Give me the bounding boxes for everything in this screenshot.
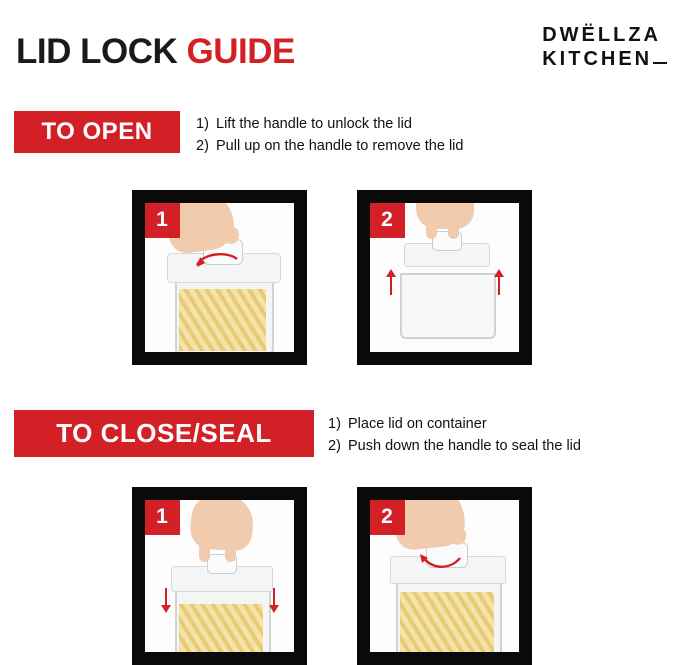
arrow-up-icon — [494, 269, 504, 277]
step-text: Place lid on container — [348, 416, 487, 432]
pasta-contents — [400, 592, 494, 658]
arrow-stem — [273, 588, 275, 606]
panel-badge: 1 — [144, 202, 180, 238]
instruction-step — [328, 435, 581, 457]
brand-rule-decoration — [653, 62, 667, 64]
finger — [199, 540, 210, 562]
arrow-down-icon — [161, 605, 171, 613]
arrow-stem — [498, 277, 500, 295]
container-body — [400, 273, 496, 339]
hand — [416, 190, 474, 229]
arrow-up-icon — [386, 269, 396, 277]
photo-panel-close-step-2 — [357, 487, 532, 665]
photo-panel-open-step-1 — [132, 190, 307, 365]
brand-name-line2 — [542, 48, 661, 72]
arrow-stem — [165, 588, 167, 606]
page-title-main: LID LOCK — [16, 32, 187, 71]
instruction-step — [328, 413, 581, 435]
page-title — [16, 32, 295, 72]
step-number: 1) — [196, 116, 209, 132]
step-text: Lift the handle to unlock the lid — [216, 116, 412, 132]
panel-badge: 2 — [369, 499, 405, 535]
instruction-step — [196, 135, 463, 157]
brand-name-line1: DWËLLZA — [542, 24, 661, 46]
finger — [448, 219, 459, 239]
pasta-contents — [179, 604, 263, 656]
photo-panel-close-step-1 — [132, 487, 307, 665]
step-text: Pull up on the handle to remove the lid — [216, 138, 464, 155]
rotate-arrow-icon — [193, 247, 241, 273]
step-number: 2) — [328, 438, 341, 455]
page-title-accent: GUIDE — [186, 32, 295, 71]
brand-logo — [542, 24, 661, 71]
section-banner-to-close: TO CLOSE/SEAL — [14, 410, 314, 457]
page-header — [0, 18, 679, 88]
finger — [426, 219, 437, 239]
step-number: 1) — [328, 416, 341, 432]
pasta-contents — [179, 289, 266, 351]
instruction-list-to-open — [196, 113, 463, 158]
photo-panel-open-step-2 — [357, 190, 532, 365]
instruction-list-to-close — [328, 413, 581, 458]
panel-badge: 1 — [144, 499, 180, 535]
section-banner-to-open: TO OPEN — [14, 111, 180, 153]
step-text: Push down the handle to seal the lid — [348, 438, 581, 455]
arrow-stem — [390, 277, 392, 295]
finger — [225, 540, 236, 562]
panel-badge: 2 — [369, 202, 405, 238]
rotate-arrow-icon — [416, 550, 464, 576]
brand-name-line2-text: KITCHEN — [542, 47, 653, 70]
step-number: 2) — [196, 138, 209, 155]
arrow-down-icon — [269, 605, 279, 613]
instruction-step — [196, 113, 463, 135]
